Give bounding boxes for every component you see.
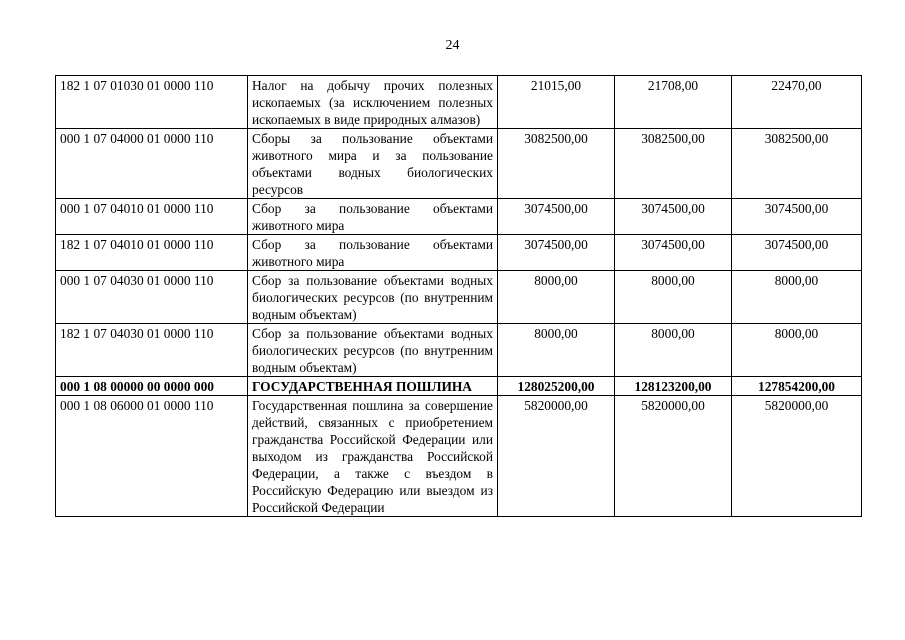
page-number: 24 — [445, 38, 460, 53]
row-name: Государственная пошлина за совершение действий, связанных с приобретением гражданства Российской Федерации или выходом из гражданства Российской Федерации, а также с въездом в Российскую Федерацию или выездом из Российской Федерации — [248, 396, 498, 517]
table-row-section-total — [56, 377, 862, 396]
row-name: Сбор за пользование объектами водных биологических ресурсов (по внутренним водным объектам) — [248, 324, 498, 377]
table-row — [56, 235, 862, 271]
row-code: 000 1 07 04000 01 0000 110 — [56, 129, 248, 199]
row-value-3: 3074500,00 — [732, 235, 862, 271]
row-value-3: 127854200,00 — [732, 377, 862, 396]
table-row — [56, 271, 862, 324]
row-value-2: 21708,00 — [615, 76, 732, 129]
row-value-1: 21015,00 — [498, 76, 615, 129]
table-row — [56, 396, 862, 517]
row-value-3: 8000,00 — [732, 271, 862, 324]
row-value-1: 3074500,00 — [498, 235, 615, 271]
row-value-1: 128025200,00 — [498, 377, 615, 396]
row-value-2: 128123200,00 — [615, 377, 732, 396]
row-value-3: 5820000,00 — [732, 396, 862, 517]
row-name: ГОСУДАРСТВЕННАЯ ПОШЛИНА — [248, 377, 498, 396]
row-value-3: 22470,00 — [732, 76, 862, 129]
row-code: 182 1 07 04010 01 0000 110 — [56, 235, 248, 271]
row-value-1: 5820000,00 — [498, 396, 615, 517]
budget-table — [55, 75, 862, 517]
table-row — [56, 76, 862, 129]
row-name: Сбор за пользование объектами водных биологических ресурсов (по внутренним водным объектам) — [248, 271, 498, 324]
row-value-3: 8000,00 — [732, 324, 862, 377]
row-value-3: 3074500,00 — [732, 199, 862, 235]
row-value-2: 5820000,00 — [615, 396, 732, 517]
row-code: 182 1 07 01030 01 0000 110 — [56, 76, 248, 129]
row-value-1: 3074500,00 — [498, 199, 615, 235]
row-code: 000 1 08 06000 01 0000 110 — [56, 396, 248, 517]
row-name: Сбор за пользование объектами животного мира — [248, 199, 498, 235]
row-value-1: 8000,00 — [498, 324, 615, 377]
row-code: 182 1 07 04030 01 0000 110 — [56, 324, 248, 377]
row-value-3: 3082500,00 — [732, 129, 862, 199]
row-code: 000 1 07 04030 01 0000 110 — [56, 271, 248, 324]
table-row — [56, 324, 862, 377]
row-code: 000 1 08 00000 00 0000 000 — [56, 377, 248, 396]
row-name: Сбор за пользование объектами животного мира — [248, 235, 498, 271]
table-row — [56, 199, 862, 235]
row-code: 000 1 07 04010 01 0000 110 — [56, 199, 248, 235]
row-value-2: 8000,00 — [615, 324, 732, 377]
row-value-1: 3082500,00 — [498, 129, 615, 199]
row-value-2: 3082500,00 — [615, 129, 732, 199]
row-name: Налог на добычу прочих полезных ископаемых (за исключением полезных ископаемых в виде природных алмазов) — [248, 76, 498, 129]
row-value-2: 8000,00 — [615, 271, 732, 324]
row-value-1: 8000,00 — [498, 271, 615, 324]
row-name: Сборы за пользование объектами животного мира и за пользование объектами водных биологических ресурсов — [248, 129, 498, 199]
row-value-2: 3074500,00 — [615, 235, 732, 271]
row-value-2: 3074500,00 — [615, 199, 732, 235]
table-row — [56, 129, 862, 199]
